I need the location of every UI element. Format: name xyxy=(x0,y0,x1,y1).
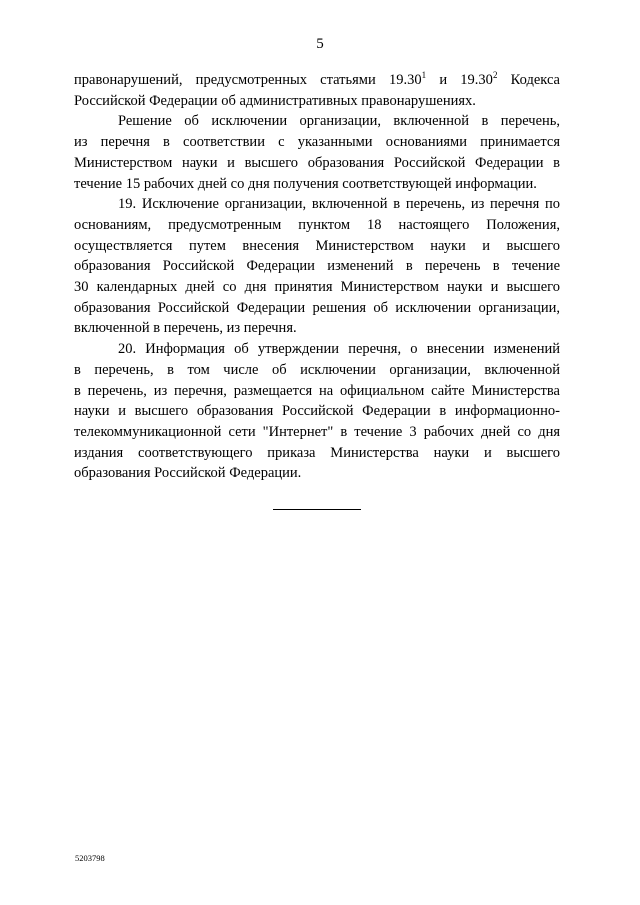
text-segment: осуществляется путем внесения Министерством науки и высшего xyxy=(74,237,560,254)
text-line xyxy=(74,215,560,236)
text-line xyxy=(74,463,560,484)
text-segment: включенной в перечень, из перечня. xyxy=(74,320,297,337)
footnote-superscript: 2 xyxy=(492,70,498,81)
text-segment: течение 15 рабочих дней со дня получения соответствующей информации. xyxy=(74,175,537,192)
paragraph xyxy=(74,70,560,111)
text-segment: Российской Федерации об административных правонарушениях. xyxy=(74,92,476,109)
text-line xyxy=(74,381,560,402)
text-segment: правонарушений, предусмотренных статьями 19.30 xyxy=(74,72,422,88)
text-segment: Решение об исключении организации, включенной в перечень, xyxy=(118,113,560,130)
paragraph xyxy=(74,194,560,339)
text-line xyxy=(74,91,560,112)
text-line xyxy=(74,256,560,277)
paragraph xyxy=(74,111,560,194)
text-segment: телекоммуникационной сети "Интернет" в течение 3 рабочих дней со дня xyxy=(74,423,560,440)
text-line xyxy=(74,401,560,422)
text-segment: в перечень, из перечня, размещается на официальном сайте Министерства xyxy=(74,382,560,399)
text-segment: 30 календарных дней со дня принятия Министерством науки и высшего xyxy=(74,279,560,296)
text-segment: науки и высшего образования Российской Федерации в информационно- xyxy=(74,403,560,420)
text-line xyxy=(74,360,560,381)
text-line xyxy=(74,339,560,360)
text-line xyxy=(74,277,560,298)
document-id: 5203798 xyxy=(75,853,105,863)
text-segment: издания соответствующего приказа Министерства науки и высшего xyxy=(74,444,560,461)
text-line xyxy=(74,236,560,257)
text-segment: из перечня в соответствии с указанными основаниями принимается xyxy=(74,134,560,151)
end-divider-line xyxy=(273,509,361,510)
text-line xyxy=(74,111,560,132)
text-line xyxy=(74,194,560,215)
text-line xyxy=(74,422,560,443)
text-segment: в перечень, в том числе об исключении организации, включенной xyxy=(74,361,560,378)
text-segment: образования Российской Федерации решения об исключении организации, xyxy=(74,299,560,316)
text-segment: основаниям, предусмотренным пунктом 18 настоящего Положения, xyxy=(74,216,560,233)
text-segment: Министерством науки и высшего образования Российской Федерации в xyxy=(74,154,560,171)
text-line xyxy=(74,70,560,91)
text-line xyxy=(74,153,560,174)
text-segment: 19. Исключение организации, включенной в перечень, из перечня по xyxy=(118,196,560,213)
text-line xyxy=(74,443,560,464)
text-segment: образования Российской Федерации. xyxy=(74,465,302,482)
text-line xyxy=(74,298,560,319)
text-segment: образования Российской Федерации изменений в перечень в течение xyxy=(74,258,560,275)
text-segment: Кодекса xyxy=(497,72,560,88)
text-segment: 20. Информация об утверждении перечня, о внесении изменений xyxy=(118,341,560,358)
text-line xyxy=(74,318,560,339)
paragraph xyxy=(74,339,560,484)
text-segment: и 19.30 xyxy=(426,72,493,88)
document-body xyxy=(74,70,560,484)
page-number: 5 xyxy=(316,36,324,52)
footnote-superscript: 1 xyxy=(421,70,427,81)
text-line xyxy=(74,132,560,153)
text-line xyxy=(74,174,560,195)
